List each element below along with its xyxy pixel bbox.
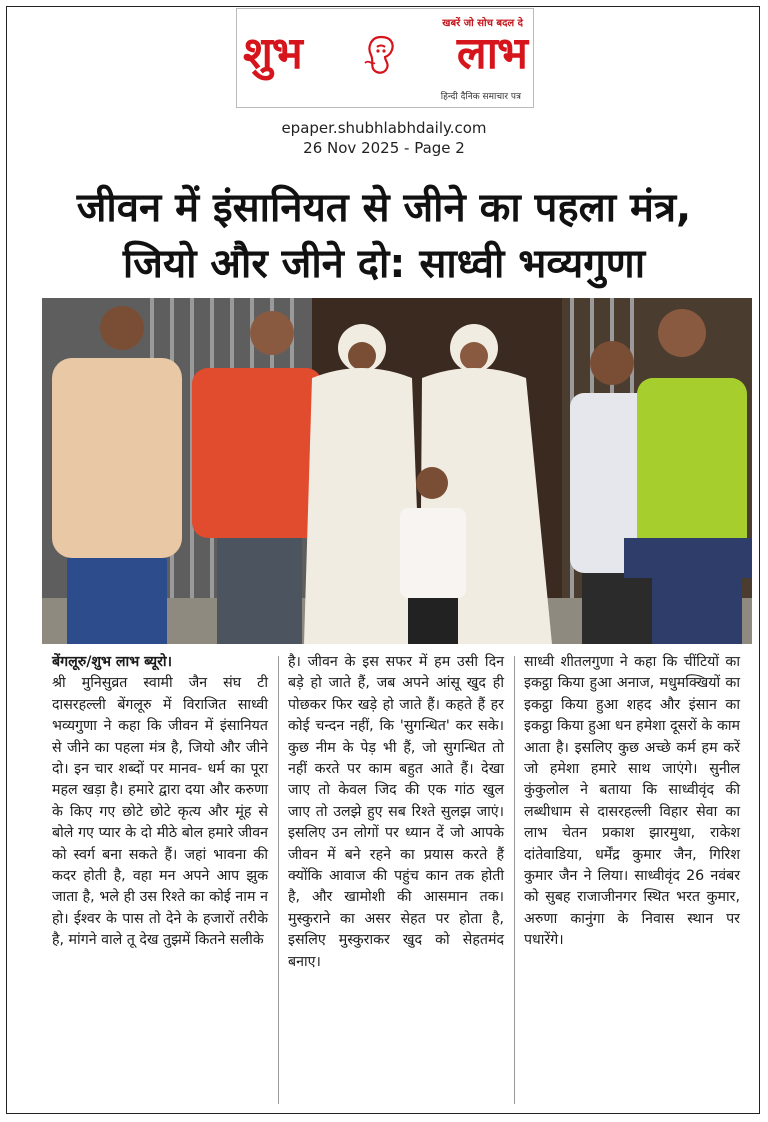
article-headline — [20, 180, 748, 292]
page-meta — [0, 118, 768, 158]
date-page: 26 Nov 2025 - Page 2 — [303, 139, 465, 157]
column-1-text: श्री मुनिसुव्रत स्वामी जैन संघ टी दासरहल्ली बेंगलूरु में विराजित साध्वी भव्यगुणा ने कहा कि जीवन में इंसानियत से जीने का पहला मंत्र है, जियो और जीने दो। इन चार शब्दों पर मानव- धर्म का पूरा महल खड़ा है। हमारे द्वारा दया और करुणा के किए गए छोटे छोटे कृत्य और मूंह से बोले गए प्यार के दो मीठे बोल हमारे जीवन को स्वर्ग बना सकते हैं। जहां भावना की कदर होती है, वहा मन अपने आप झुक जाता है, भले ही उस रिश्ते का कोई नाम न हो। ईश्वर के पास तो देने के हजारों तरीके है, मांगने वाले तू देख तुझमें कितने सलीके — [52, 675, 268, 949]
column-divider — [278, 656, 279, 1104]
masthead-logo — [236, 8, 534, 108]
article-column-3 — [524, 652, 740, 952]
headline-line-1: जीवन में इंसानियत से जीने का पहला मंत्र, — [76, 185, 692, 231]
column-divider — [514, 656, 515, 1104]
column-2-text: है। जीवन के इस सफर में हम उसी दिन बड़े हो जाते हैं, जब अपने आंसू खुद ही पोछकर फिर खड़े हो जाते हैं। कहते हैं हर कोई चन्दन नहीं, कि 'सुगन्धित' कर सके। कुछ नीम के पेड़ भी हैं, जो सुगन्धित तो नहीं करते पर काम बहुत आते हैं। देखा जाए तो केवल जिद की एक गांठ खुल जाए तो उलझे हुए सब रिश्ते सुलझ जाएं। इसलिए उन लोगों पर ध्यान दें जो आपके जीवन में बने रहने का प्रयास करते हैं क्योंकि आवाज की पहुंच कान तक होती है, और खामोशी की आसमान तक। मुस्कुराने का असर सेहत पर होता है, इसलिए मुस्कुराकर खुद को सेहतमंद बनाए। — [288, 654, 504, 970]
logo-text-right: लाभ — [456, 28, 527, 79]
article-column-1 — [52, 652, 268, 952]
group-photo-illustration — [42, 298, 752, 644]
article-byline: बेंगलूरु/शुभ लाभ ब्यूरो। — [52, 654, 172, 670]
masthead-subtitle: हिन्दी दैनिक समाचार पत्र — [440, 92, 521, 102]
ganesha-logo-icon — [361, 33, 401, 77]
article-body — [52, 652, 752, 1108]
article-column-2 — [288, 652, 504, 973]
masthead-tagline: खबरें जो सोच बदल दे — [442, 18, 523, 29]
news-photo — [42, 298, 752, 644]
column-3-text: साध्वी शीतलगुणा ने कहा कि चींटियों का इकट्ठा किया हुआ अनाज, मधुमक्खियों का इकट्ठा किया हुआ शहद और इंसान का इकट्ठा किया हुआ धन हमेशा दूसरों के काम आता है। इसलिए कुछ अच्छे कर्म हम करें जो हमेशा हमारे साथ जाएंगे। सुनील कुंकुलोल ने बताया कि साध्वीवृंद की लब्धीधाम से दासरहल्ली विहार सेवा का लाभ चेतन प्रकाश झारमुथा, राकेश दांतेवाडिया, धर्मेंद्र कुमार जैन, गिरिश कुमार जैन ने लिया। साध्वीवृंद 26 नवंबर को सुबह राजाजीनगर स्थित भरत कुमार, अरुणा कानुंगा के निवास स्थान पर पधारेंगे। — [524, 654, 740, 949]
site-url: epaper.shubhlabhdaily.com — [281, 119, 487, 137]
logo-text-left: शुभ — [243, 28, 302, 79]
headline-line-2: जियो और जीने दो: साध्वी भव्यगुणा — [122, 241, 646, 287]
